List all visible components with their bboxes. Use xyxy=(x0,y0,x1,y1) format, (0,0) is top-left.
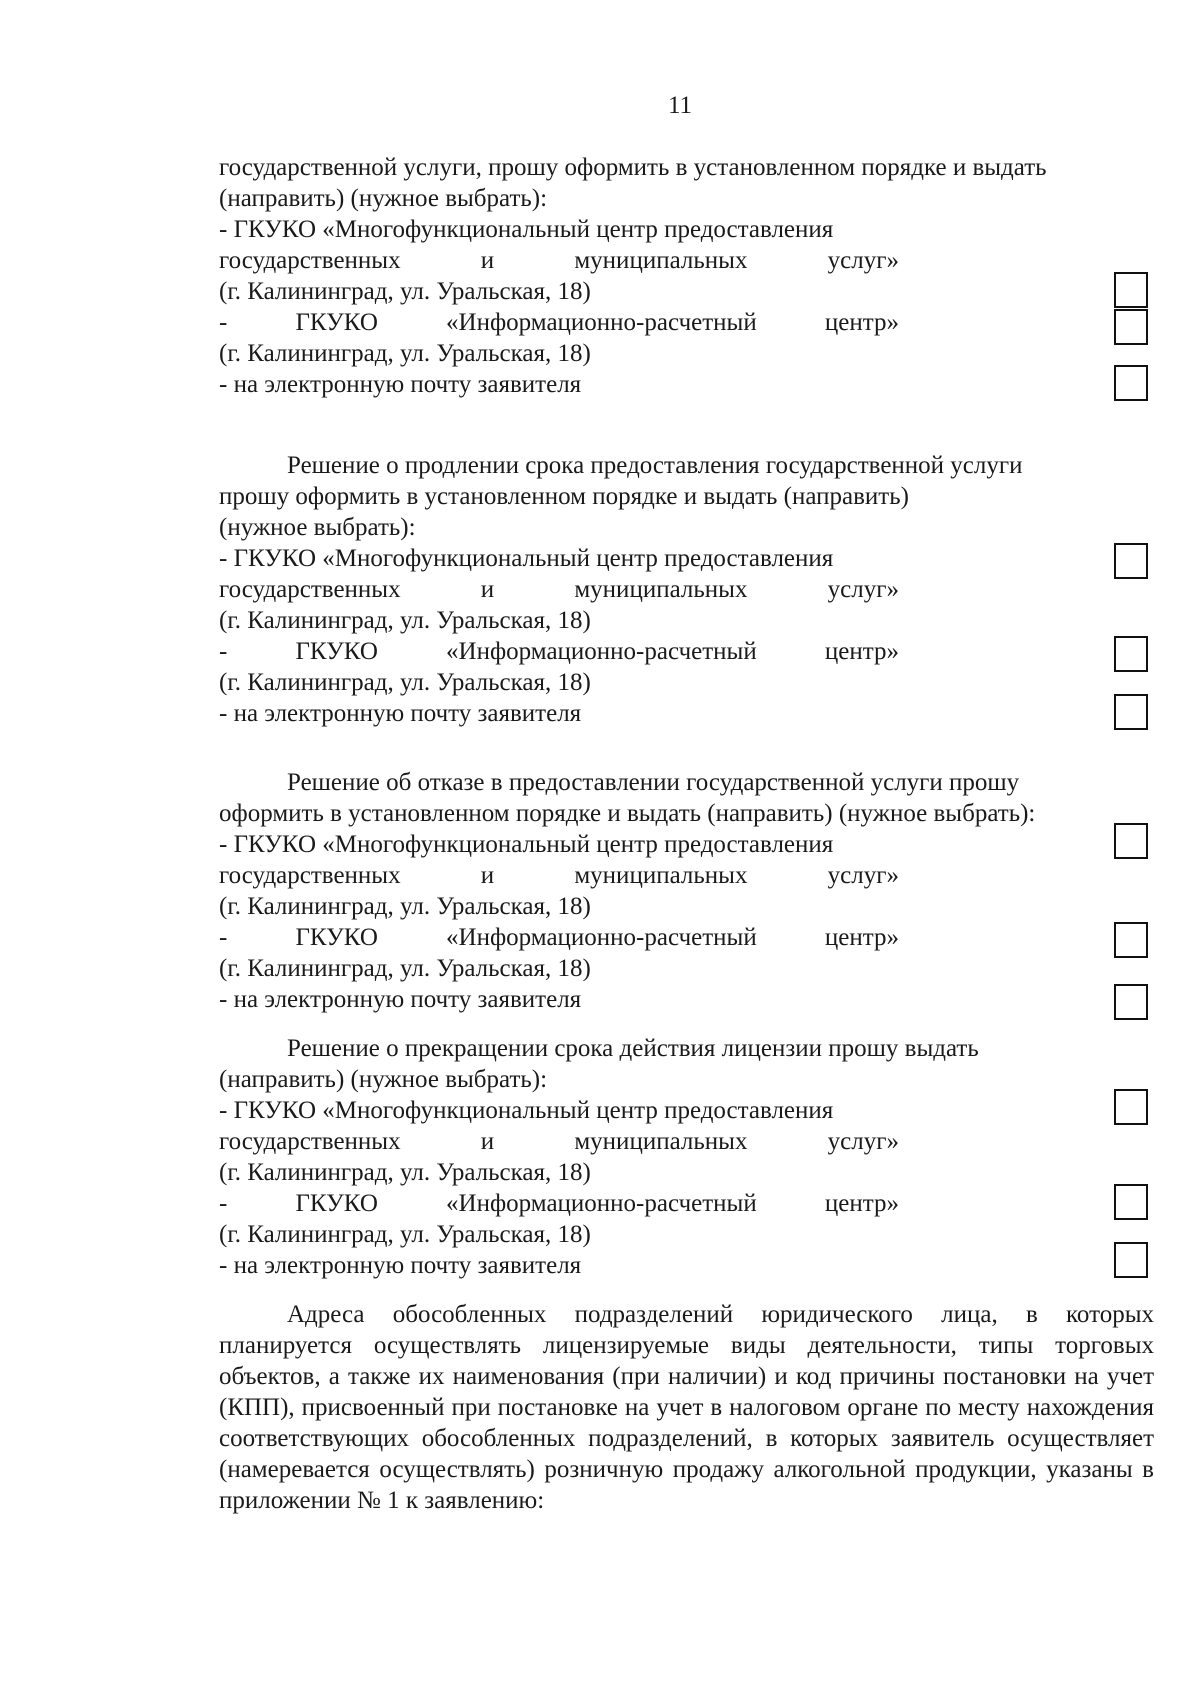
section-issue-decision xyxy=(219,152,1154,400)
option-irc xyxy=(219,636,1154,698)
intro-line: (направить) (нужное выбрать): xyxy=(219,1066,548,1093)
option-email xyxy=(219,369,1154,400)
option-irc xyxy=(219,307,1154,369)
option-irc-address: (г. Калининград, ул. Уральская, 18) xyxy=(219,955,591,982)
checkbox-mfc[interactable] xyxy=(1114,1089,1148,1125)
option-email-label: - на электронную почту заявителя xyxy=(219,986,582,1013)
intro-line: (нужное выбрать): xyxy=(219,514,416,541)
intro-line: прошу оформить в установленном порядке и выдать (направить) xyxy=(219,483,909,510)
section-intro xyxy=(219,450,1154,543)
option-mfc-line2: государственных и муниципальных услуг» xyxy=(219,1128,899,1155)
option-irc-address: (г. Калининград, ул. Уральская, 18) xyxy=(219,669,591,696)
section-intro xyxy=(219,152,1154,214)
option-email-label: - на электронную почту заявителя xyxy=(219,700,582,727)
checkbox-mfc[interactable] xyxy=(1114,823,1148,859)
page-number: 11 xyxy=(667,92,693,119)
option-mfc-line2: государственных и муниципальных услуг» xyxy=(219,247,899,274)
checkbox-irc[interactable] xyxy=(1114,309,1148,345)
option-mfc-line2: государственных и муниципальных услуг» xyxy=(219,576,899,603)
option-email xyxy=(219,984,1154,1015)
intro-line: оформить в установленном порядке и выдать (направить) (нужное выбрать): xyxy=(219,800,1036,827)
option-email xyxy=(219,698,1154,729)
option-email-label: - на электронную почту заявителя xyxy=(219,1252,582,1279)
option-irc-line1: - ГКУКО «Информационно-расчетный центр» xyxy=(219,638,899,665)
option-mfc-line2: государственных и муниципальных услуг» xyxy=(219,862,899,889)
intro-line: (направить) (нужное выбрать): xyxy=(219,185,548,212)
subdivisions-paragraph: Адреса обособленных подразделений юридического лица, в которых планируется осуществлять лицензируемые виды деятельности, типы торговых объектов, а также их наименования (при наличии) и код причины постановки на учет (КПП), присвоенный при постановке на учет в налоговом органе по месту нахождения соответствующих обособленных подразделений, в которых заявитель осуществляет (намеревается осуществлять) розничную продажу алкогольной продукции, указаны в приложении № 1 к заявлению: xyxy=(219,1301,1154,1514)
option-mfc-address: (г. Калининград, ул. Уральская, 18) xyxy=(219,607,591,634)
document-body xyxy=(219,152,1154,1516)
section-extension-decision xyxy=(219,450,1154,729)
option-irc-address: (г. Калининград, ул. Уральская, 18) xyxy=(219,340,591,367)
intro-line: Решение о прекращении срока действия лицензии прошу выдать xyxy=(287,1035,979,1062)
section-termination-decision xyxy=(219,1033,1154,1281)
option-irc-line1: - ГКУКО «Информационно-расчетный центр» xyxy=(219,924,899,951)
option-mfc-address: (г. Калининград, ул. Уральская, 18) xyxy=(219,278,591,305)
checkbox-mfc[interactable] xyxy=(1114,272,1148,308)
section-refusal-decision xyxy=(219,767,1154,1015)
checkbox-mfc[interactable] xyxy=(1114,543,1148,579)
option-mfc xyxy=(219,214,1154,307)
checkbox-email[interactable] xyxy=(1114,1242,1148,1278)
option-mfc xyxy=(219,829,1154,922)
option-email xyxy=(219,1250,1154,1281)
option-mfc-line1: - ГКУКО «Многофункциональный центр предоставления xyxy=(219,545,834,572)
option-mfc-address: (г. Калининград, ул. Уральская, 18) xyxy=(219,1159,591,1186)
option-mfc xyxy=(219,543,1154,636)
section-intro xyxy=(219,1033,1154,1095)
checkbox-irc[interactable] xyxy=(1114,636,1148,672)
option-irc xyxy=(219,1188,1154,1250)
option-irc xyxy=(219,922,1154,984)
option-mfc-address: (г. Калининград, ул. Уральская, 18) xyxy=(219,893,591,920)
checkbox-irc[interactable] xyxy=(1114,1184,1148,1220)
option-mfc xyxy=(219,1095,1154,1188)
intro-line: Решение о продлении срока предоставления государственной услуги xyxy=(287,452,1023,479)
option-irc-address: (г. Калининград, ул. Уральская, 18) xyxy=(219,1221,591,1248)
checkbox-irc[interactable] xyxy=(1114,922,1148,958)
section-intro xyxy=(219,767,1154,829)
option-mfc-line1: - ГКУКО «Многофункциональный центр предоставления xyxy=(219,216,834,243)
intro-line: государственной услуги, прошу оформить в установленном порядке и выдать xyxy=(219,154,1047,181)
checkbox-email[interactable] xyxy=(1114,984,1148,1020)
checkbox-email[interactable] xyxy=(1114,365,1148,401)
option-irc-line1: - ГКУКО «Информационно-расчетный центр» xyxy=(219,309,899,336)
checkbox-email[interactable] xyxy=(1114,694,1148,730)
option-irc-line1: - ГКУКО «Информационно-расчетный центр» xyxy=(219,1190,899,1217)
option-email-label: - на электронную почту заявителя xyxy=(219,371,582,398)
option-mfc-line1: - ГКУКО «Многофункциональный центр предоставления xyxy=(219,1097,834,1124)
intro-line: Решение об отказе в предоставлении государственной услуги прошу xyxy=(287,769,1020,796)
option-mfc-line1: - ГКУКО «Многофункциональный центр предоставления xyxy=(219,831,834,858)
